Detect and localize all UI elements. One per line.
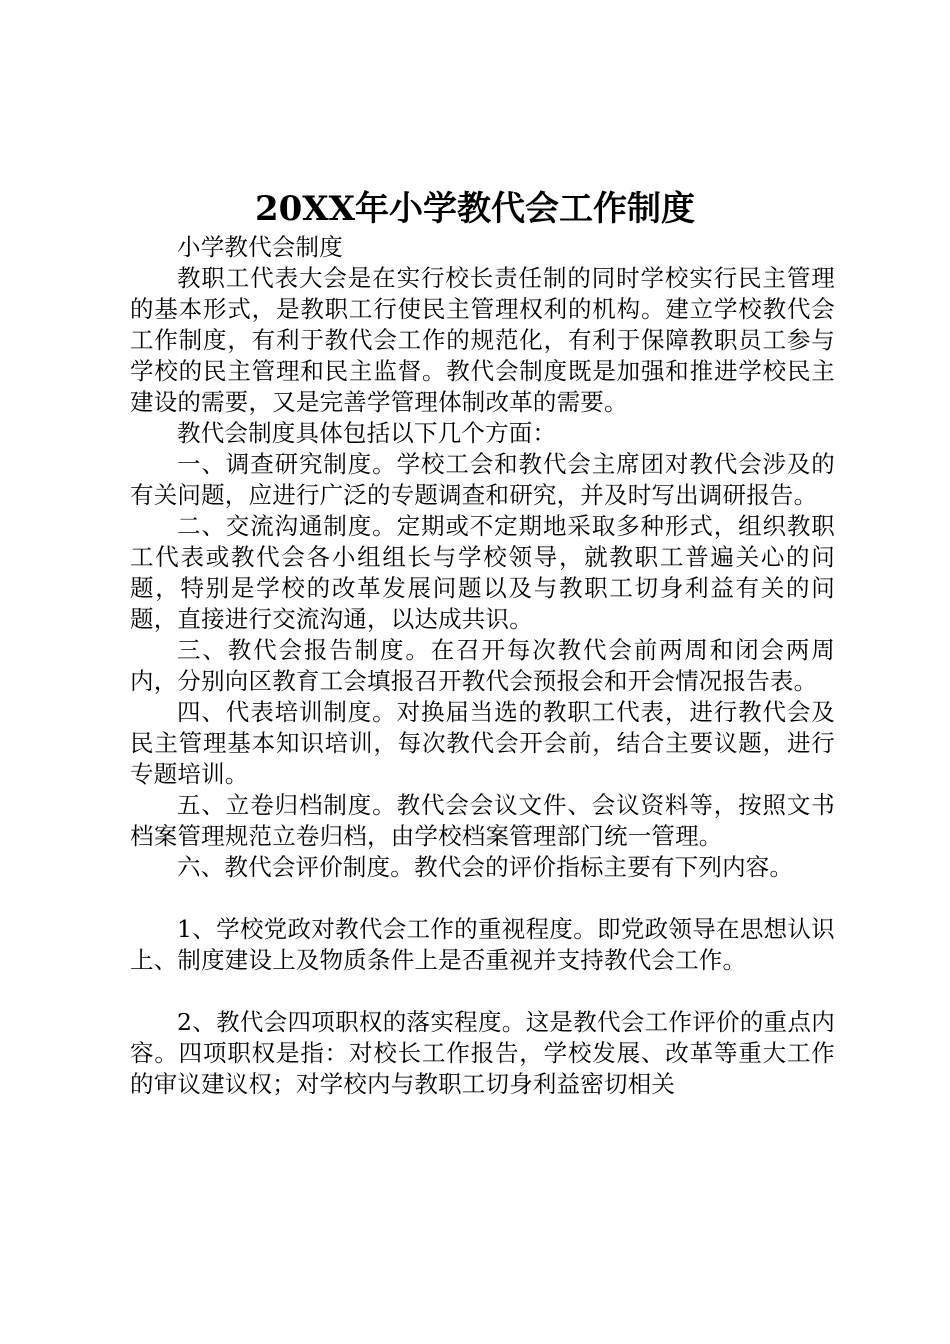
paragraph-aspects: 教代会制度具体包括以下几个方面：	[177, 419, 557, 447]
paragraph-spacer	[130, 883, 835, 914]
document-subtitle: 小学教代会制度	[177, 233, 343, 261]
document-title: 20XX年小学教代会工作制度	[254, 189, 696, 229]
paragraph-report-system: 三、教代会报告制度。在召开每次教代会前两周和闭会两周内，分别向区教育工会填报召开教代会预报会和开会情况报告表。	[130, 636, 835, 695]
list-item-1: 1、学校党政对教代会工作的重视程度。即党政领导在思想认识上、制度建设上及物质条件上是否重视并支持教代会工作。	[130, 915, 835, 974]
document-body	[130, 232, 835, 1100]
paragraph-evaluation-system: 六、教代会评价制度。教代会的评价指标主要有下列内容。	[177, 853, 794, 881]
paragraph-research-system: 一、调查研究制度。学校工会和教代会主席团对教代会涉及的有关问题，应进行广泛的专题调查和研究，并及时写出调研报告。	[130, 450, 835, 509]
paragraph-spacer	[130, 976, 835, 1007]
paragraph-training-system: 四、代表培训制度。对换届当选的教职工代表，进行教代会及民主管理基本知识培训，每次教代会开会前，结合主要议题，进行专题培训。	[130, 698, 835, 788]
list-item-2: 2、教代会四项职权的落实程度。这是教代会工作评价的重点内容。四项职权是指：对校长工作报告，学校发展、改革等重大工作的审议建议权；对学校内与教职工切身利益密切相关	[130, 1008, 835, 1098]
paragraph-intro: 教职工代表大会是在实行校长责任制的同时学校实行民主管理的基本形式，是教职工行使民主管理权利的机构。建立学校教代会工作制度，有利于教代会工作的规范化，有利于保障教职员工参与学校的民主管理和民主监督。教代会制度既是加强和推进学校民主建设的需要，又是完善学管理体制改革的需要。	[130, 264, 835, 416]
paragraph-archive-system: 五、立卷归档制度。教代会会议文件、会议资料等，按照文书档案管理规范立卷归档，由学校档案管理部门统一管理。	[130, 791, 835, 850]
paragraph-communication-system: 二、交流沟通制度。定期或不定期地采取多种形式，组织教职工代表或教代会各小组组长与学校领导，就教职工普遍关心的问题，特别是学校的改革发展问题以及与教职工切身利益有关的问题，直接进行交流沟通，以达成共识。	[130, 512, 835, 633]
